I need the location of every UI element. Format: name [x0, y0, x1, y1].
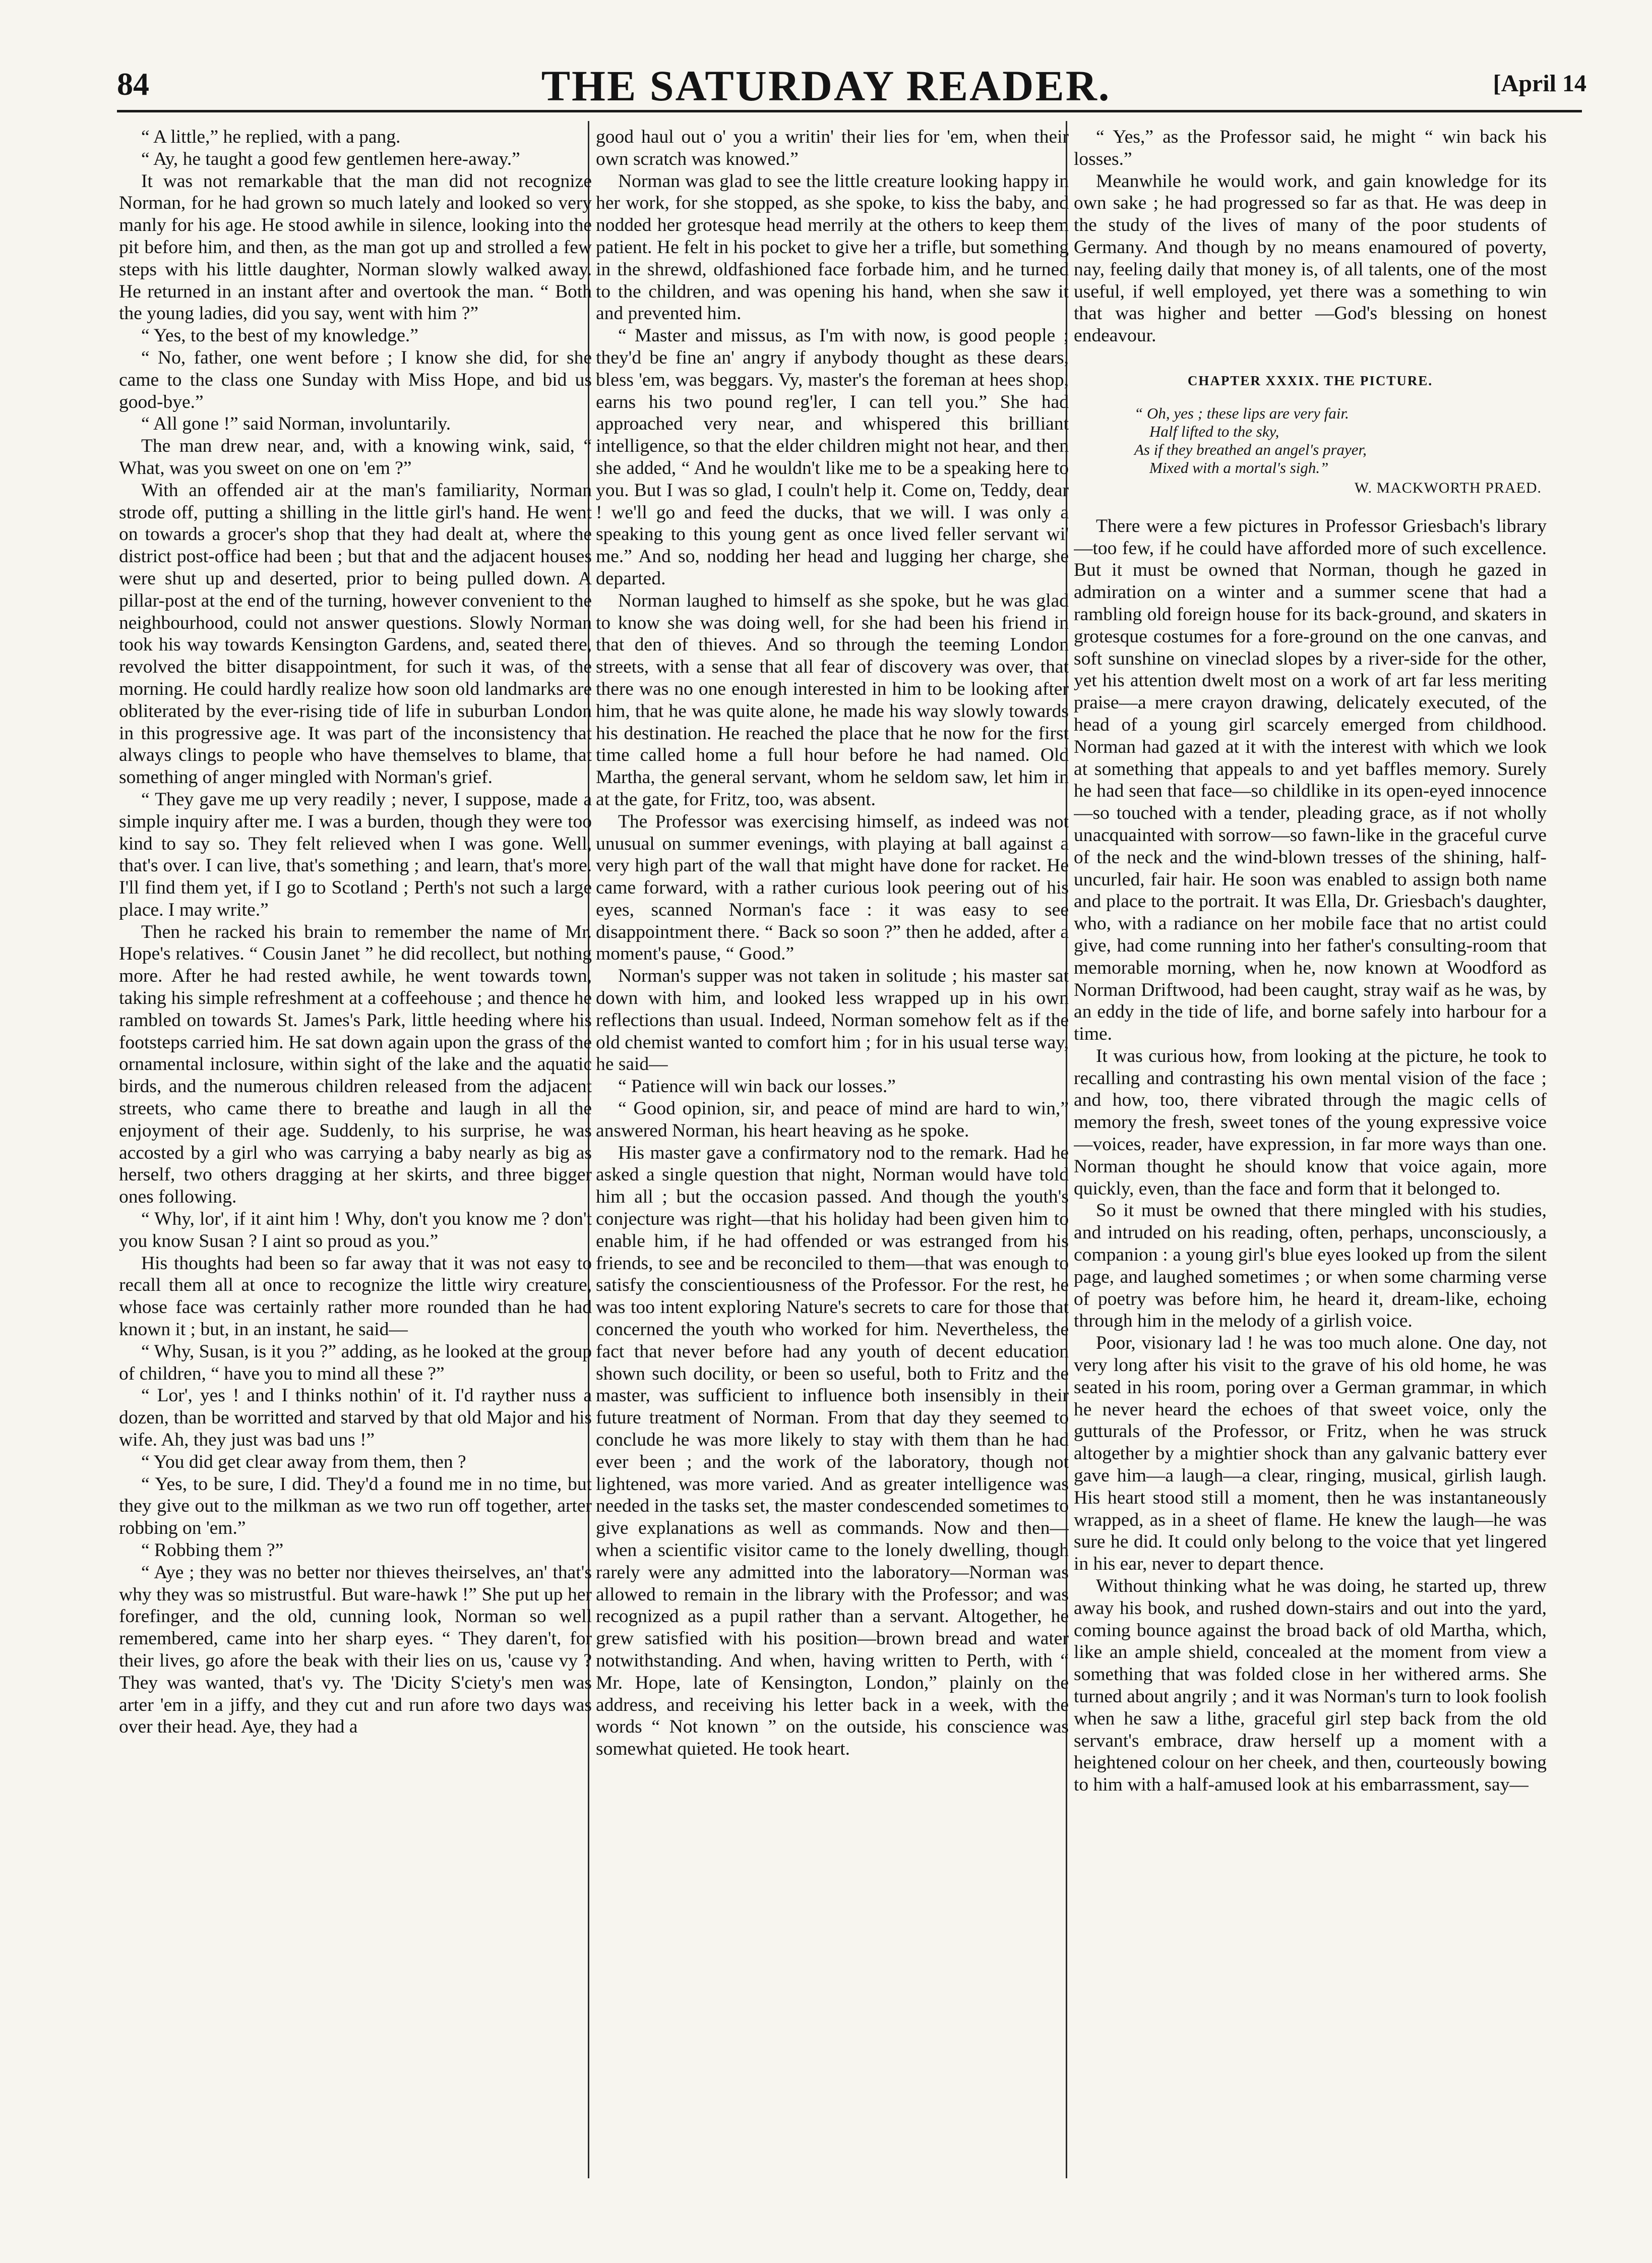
chapter-heading: CHAPTER XXXIX. THE PICTURE. [1187, 373, 1433, 388]
paragraph: “ You did get clear away from them, then ? [141, 1451, 466, 1472]
paragraph: It was not remarkable that the man did not recognize Norman, for he had grown so much lately and looked so very manly for his age. He stood awhile in silence, looking into the pit before him, and then, as the man got up and strolled a few steps with his little daughter, Norman slowly walked away. He returned in an instant after and overtook the man. “ Both the young ladies, did you say, went with him ?” [119, 170, 592, 324]
paragraph: “ Why, lor', if it aint him ! Why, don't you know me ? don't you know Susan ? I aint so proud as you.” [119, 1209, 592, 1252]
paragraph: So it must be owned that there mingled with his studies, and intruded on his reading, often, perhaps, unconsciously, a companion : a young girl's blue eyes looked up from the silent page, and laughed sometimes ; or when some charming verse of poetry was before him, he heard it, dream-like, echoing through him in the melody of a girlish voice. [1074, 1200, 1547, 1332]
paragraph: There were a few pictures in Professor Griesbach's library—too few, if he could have afforded more of such excellence. But it must be owned that Norman, though he gazed in admiration on a winter and a summer scene that had a rambling old foreign house for its back-ground, and skaters in grotesque costumes for a fore-ground on the one canvas, and soft sunshine on vineclad slopes by a river-side for the other, yet his attention dwelt most on a work of art far less meriting praise—a mere crayon drawing, delicately executed, of the head of a young girl scarcely emerged from childhood. Norman had gazed at it with the interest with which we look at something that appeals to and yet baffles memory. Surely he had seen that face—so childlike in its open-eyed innocence—so touched with a tender, pleading grace, as if not wholly unacquainted with sorrow—so fawn-like in the graceful curve of the neck and the wind-blown tresses of the shining, half-uncurled, fair hair. He soon was enabled to assign both name and place to the portrait. It was Ella, Dr. Griesbach's daughter, who, with a radiance on her mobile face that no artist could give, had come running into her father's consulting-room that memorable morning, when he, now known at Woodford as Norman Driftwood, had been caught, stray waif as he was, by an eddy in the tide of life, and borne safely into harbour for a time. [1074, 515, 1547, 1045]
paragraph: “ Aye ; they was no better nor thieves theirselves, an' that's why they was so mistrustful. But ware-hawk !” She put up her forefinger, and the old, cunning look, Norman so well remembered, came into her sharp eyes. “ They daren't, for their lives, go afore the beak with their lies on us, 'cause vy ? They was wanted, that's vy. The 'Dicity S'ciety's men was arter 'em in a jiffy, and they cut and run afore two days was over their head. Aye, they had a [119, 1562, 592, 1738]
paragraph: Meanwhile he would work, and gain knowledge for its own sake ; he had progressed so far as that. He was deep in the study of the lives of many of the poor students of Germany. And though by no means enamoured of poverty, nay, feeling daily that money is, of all talents, one of the most useful, if well employed, yet there was a something to win that was higher and better —God's blessing on honest endeavour. [1074, 170, 1547, 346]
paragraph: “ Ay, he taught a good few gentlemen here-away.” [141, 148, 520, 169]
column-3 [1074, 126, 1547, 2178]
epigraph-line: Half lifted to the sky, [1149, 422, 1279, 440]
paragraph: Poor, visionary lad ! he was too much alone. One day, not very long after his visit to the grave of his old home, he was seated in his room, poring over a German grammar, in which he never heard the echoes of that sweet voice, only the gutturals of the Professor, or Fritz, when he was struck altogether by a mightier shock than any galvanic battery ever gave him—a laugh—a clear, ringing, musical, girlish laugh. His heart stood still a moment, then he was instantaneously wrapped, as in a sheet of flame. He knew the laugh—he was sure he did. It could only belong to the voice that yet lingered in his ear, never to depart thence. [1074, 1333, 1547, 1575]
paragraph: With an offended air at the man's familiarity, Norman strode off, putting a shilling in the little girl's hand. He went on towards a grocer's shop that they had dealt at, where the district post-office had been ; but that and the adjacent houses were shut up and deserted, prior to being pulled down. A pillar-post at the end of the turning, however convenient to the neighbourhood, could not answer questions. Slowly Norman took his way towards Kensington Gardens, and, seated there, revolved the bitter disappointment, for such it was, of the morning. He could hardly realize how soon old landmarks are obliterated by the ever-rising tide of life in suburban London in this progressive age. It was part of the inconsistency that always clings to people who have themselves to blame, that something of anger mingled with Norman's grief. [119, 480, 592, 788]
paragraph: Norman's supper was not taken in solitude ; his master sat down with him, and looked less wrapped up in his own reflections than usual. Indeed, Norman somehow felt as if the old chemist wanted to comfort him ; for in his usual terse way, he said— [596, 966, 1069, 1075]
epigraph-attribution: W. MACKWORTH PRAED. [1354, 479, 1542, 496]
paragraph: “ Robbing them ?” [141, 1540, 284, 1561]
paragraph: “ Yes, to be sure, I did. They'd a found me in no time, but they give out to the milkman as we two run off together, arter robbing on 'em.” [119, 1473, 592, 1539]
paragraph: The man drew near, and, with a knowing wink, said, “ What, was you sweet on one on 'em ?” [119, 436, 592, 479]
column-1 [119, 126, 592, 2178]
paragraph: Norman was glad to see the little creature looking happy in her work, for she stopped, as she spoke, to kiss the baby, and nodded her grotesque head merrily at the others to keep them patient. He felt in his pocket to give her a trifle, but something in the shrewd, oldfashioned face forbade him, and he turned to the children, and was opening his hand, when she saw it and prevented him. [596, 170, 1069, 324]
paragraph: “ Yes, to the best of my knowledge.” [141, 325, 418, 346]
paragraph: “ Lor', yes ! and I thinks nothin' of it. I'd rayther nuss a dozen, than be worritted and starved by that old Major and his wife. Ah, they just was bad uns !” [119, 1385, 592, 1451]
paragraph: “ A little,” he replied, with a pang. [141, 127, 401, 147]
paragraph: Norman laughed to himself as she spoke, but he was glad to know she was doing well, for she had been his friend in that den of thieves. And so through the teeming London streets, with a sense that all fear of discovery was over, that there was no one enough interested in him to be looking after him, that he was quite alone, he made his way slowly towards his destination. He reached the place that he now for the first time called home a full hour before he had named. Old Martha, the general servant, whom he seldom saw, let him in at the gate, for Fritz, too, was absent. [596, 590, 1069, 810]
paragraph: “ Good opinion, sir, and peace of mind are hard to win,” answered Norman, his heart heaving as he spoke. [596, 1098, 1069, 1141]
paragraph: “ Why, Susan, is it you ?” adding, as he looked at the group of children, “ have you to mind all these ?” [119, 1341, 592, 1384]
paragraph: Without thinking what he was doing, he started up, threw away his book, and rushed down-stairs and out into the yard, coming bounce against the broad back of old Martha, which, like an ample shield, concealed at the moment from view a something that was folded close in her withered arms. She turned about angrily ; and it was Norman's turn to look foolish when he saw a lithe, graceful girl step back from the old servant's embrace, draw herself up a moment with a heightened colour on her cheek, and then, courteously bowing to him with a half-amused look at his embarrassment, say— [1074, 1576, 1547, 1796]
paragraph: “ They gave me up very readily ; never, I suppose, made a simple inquiry after me. I was a burden, though they were too kind to say so. They felt relieved when I was gone. Well, that's over. I can live, that's something ; and learn, that's more. I'll find them yet, if I go to Scotland ; Perth's not such a large place. I may write.” [119, 789, 592, 920]
column-2 [596, 126, 1069, 2178]
paragraph: “ No, father, one went before ; I know she did, for she came to the class one Sunday with Miss Hope, and bid us good-bye.” [119, 347, 592, 412]
paragraph: It was curious how, from looking at the picture, he took to recalling and contrasting his own mental vision of the face ; and how, too, there vibrated through the magic cells of memory the fresh, sweet tones of the young expressive voice—voices, reader, have expression, in far more ways than one. Norman thought he should know that voice again, more quickly, even, than the face and form that it belonged to. [1074, 1045, 1547, 1199]
paragraph: His master gave a confirmatory nod to the remark. Had he asked a single question that night, Norman would have told him all ; but the occasion passed. And though the youth's conjecture was right—that his holiday had been given him to enable him, if he had offended or was estranged from his friends, to see and be reconciled to them—that was enough to satisfy the conscientiousness of the Professor. For the rest, he was too intent exploring Nature's secrets to care for those that concerned the youth who worked for him. Nevertheless, the fact that never before had any youth of decent education shown such docility, or been so useful, both to Fritz and the master, was sufficient to influence both insensibly in their future treatment of Norman. From that day they seemed to conclude he was more likely to stay with them than he had ever been ; and the work of the laboratory, though not lightened, was more varied. And as greater intelligence was needed in the tasks set, the master condescended sometimes to give explanations as well as commands. Now and then—when a scientific visitor came to the lonely dwelling, though rarely were any admitted into the laboratory—Norman was allowed to remain in the library with the Professor; and was recognized as a pupil rather than a servant. Altogether, he grew satisfied with his position—brown bread and water notwithstanding. And when, having written to Perth, with “ Mr. Hope, late of Kensington, London,” plainly on the address, and receiving his letter back in a week, with the words “ Not known ” on the outside, his conscience was somewhat quieted. He took heart. [596, 1142, 1069, 1760]
paragraph: The Professor was exercising himself, as indeed was not unusual on summer evenings, with playing at ball against a very high part of the wall that might have done for racket. He came forward, with a rather curious look peering out of his eyes, scanned Norman's face : it was easy to see disappointment there. “ Back so soon ?” then he added, after a moment's pause, “ Good.” [596, 811, 1069, 965]
paragraph: “ Yes,” as the Professor said, he might “ win back his losses.” [1074, 127, 1547, 169]
issue-date: [April 14 [1493, 70, 1586, 97]
paragraph: “ All gone !” said Norman, involuntarily. [141, 413, 451, 435]
paragraph: “ Master and missus, as I'm with now, is good people ; they'd be fine an' angry if anybody thought as these dears, bless 'em, was beggars. Vy, master's the foreman at hees shop, earns his two pound reg'ler, I can tell you.” She had approached very near, and whispered this brilliant intelligence, so that the elder children might not hear, and then she added, “ And he wouldn't like me to be a speaking here to you. But I was so glad, I couln't help it. Come on, Teddy, dear ! we'll go and feed the ducks, that we will. I was only a speaking to this young gent as once lived feller servant wi' me.” And so, nodding her head and lugging her charge, she departed. [596, 325, 1069, 589]
epigraph-line: As if they breathed an angel's prayer, [1134, 440, 1367, 458]
epigraph-line: Mixed with a mortal's sigh.” [1149, 458, 1329, 477]
epigraph [1134, 404, 1547, 497]
paragraph: good haul out o' you a writin' their lies for 'em, when their own scratch was knowed.” [596, 127, 1069, 169]
publication-title: THE SATURDAY READER. [541, 62, 1111, 110]
page-header [0, 61, 1652, 110]
epigraph-line: “ Oh, yes ; these lips are very fair. [1134, 404, 1349, 422]
paragraph: Then he racked his brain to remember the name of Mr. Hope's relatives. “ Cousin Janet ” he did recollect, but nothing more. After he had rested awhile, he went towards town, taking his simple refreshment at a coffeehouse ; and thence he rambled on towards St. James's Park, little heeding where his footsteps carried him. He sat down again upon the grass of the ornamental inclosure, within sight of the lake and the aquatic birds, and the numerous children released from the adjacent streets, who came there to breathe and laugh in all the enjoyment of their age. Suddenly, to his surprise, he was accosted by a girl who was carrying a baby nearly as big as herself, two others dragging at her skirts, and three bigger ones following. [119, 921, 592, 1208]
header-rule [117, 110, 1582, 112]
paragraph: His thoughts had been so far away that it was not easy to recall them all at once to recognize the little wiry creature, whose face was certainly rather more rounded than he had known it ; but, in an instant, he said— [119, 1253, 592, 1340]
paragraph: “ Patience will win back our losses.” [618, 1076, 896, 1097]
page-number: 84 [117, 66, 149, 102]
